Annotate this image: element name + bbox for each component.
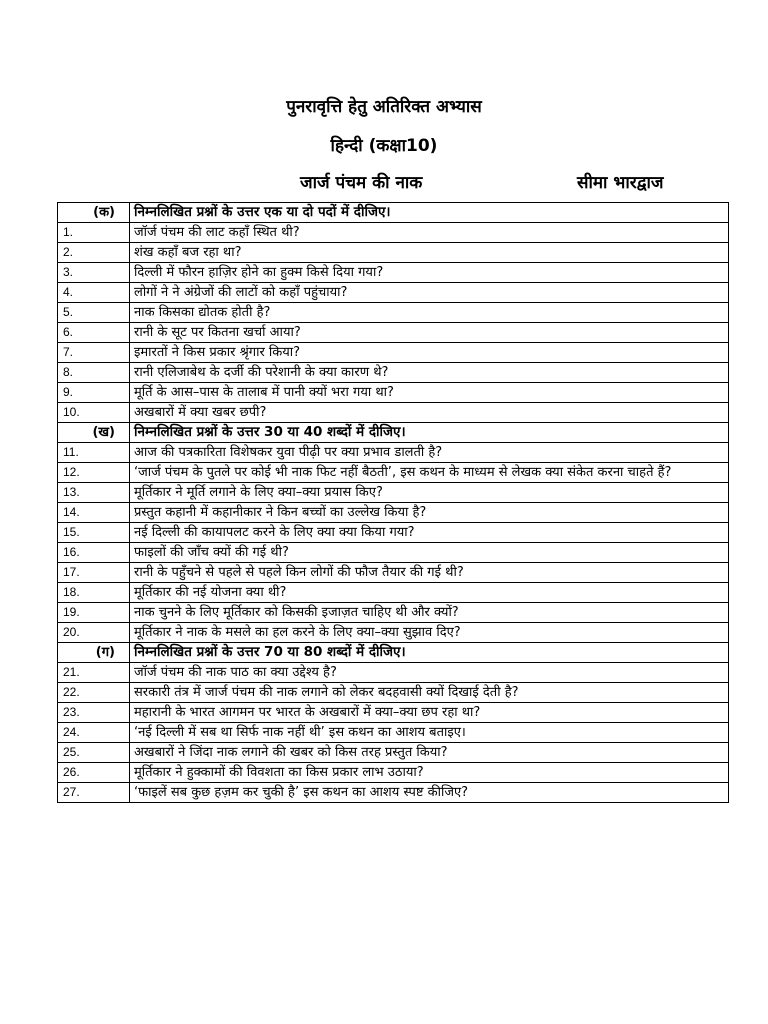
question-row: [58, 763, 729, 783]
question-number: 18.: [58, 583, 130, 603]
question-text: नई दिल्ली की कायापलट करने के लिए क्या क्या किया गया?: [130, 523, 729, 543]
section-instruction: निम्नलिखित प्रश्नों के उत्तर 70 या 80 शब्दों में दीजिए।: [130, 643, 729, 663]
question-number: 4.: [58, 283, 130, 303]
question-text: मूर्तिकार ने नाक के मसले का हल करने के लिए क्या–क्या सुझाव दिए?: [130, 623, 729, 643]
question-text: मूर्तिकार ने हुक्कामों की विवशता का किस प्रकार लाभ उठाया?: [130, 763, 729, 783]
question-number: 3.: [58, 263, 130, 283]
question-row: [58, 623, 729, 643]
question-row: [58, 343, 729, 363]
question-text: इमारतों ने किस प्रकार श्रृंगार किया?: [130, 343, 729, 363]
question-text: अखबारों में क्या खबर छपी?: [130, 403, 729, 423]
question-row: [58, 383, 729, 403]
section-label: (ग): [58, 643, 130, 663]
question-number: 24.: [58, 723, 130, 743]
question-text: शंख कहाँ बज रहा था?: [130, 243, 729, 263]
section-instruction: निम्नलिखित प्रश्नों के उत्तर एक या दो पदों में दीजिए।: [130, 203, 729, 223]
question-text: मूर्ति के आस–पास के तालाब में पानी क्यों भरा गया था?: [130, 383, 729, 403]
subject-class: हिन्दी (कक्षा10): [330, 136, 438, 156]
question-text: मूर्तिकार ने मूर्ति लगाने के लिए क्या–क्या प्रयास किए?: [130, 483, 729, 503]
question-text: ‘फाइलें सब कुछ हज़म कर चुकी है’ इस कथन का आशय स्पष्ट कीजिए?: [130, 783, 729, 803]
question-row: [58, 483, 729, 503]
question-row: [58, 683, 729, 703]
question-number: 1.: [58, 223, 130, 243]
question-number: 10.: [58, 403, 130, 423]
question-text: दिल्ली में फौरन हाज़िर होने का हुक्म किसे दिया गया?: [130, 263, 729, 283]
question-number: 22.: [58, 683, 130, 703]
question-text: ‘जार्ज पंचम के पुतले पर कोई भी नाक फिट नहीं बैठती’, इस कथन के माध्यम से लेखक क्या संकेत करना चाहते हैं?: [130, 463, 729, 483]
question-row: [58, 543, 729, 563]
question-row: [58, 783, 729, 803]
question-text: जॉर्ज पंचम की लाट कहाँ स्थित थी?: [130, 223, 729, 243]
question-row: [58, 443, 729, 463]
question-text: रानी के सूट पर कितना खर्चा आया?: [130, 323, 729, 343]
question-number: 19.: [58, 603, 130, 623]
question-number: 20.: [58, 623, 130, 643]
question-number: 5.: [58, 303, 130, 323]
question-row: [58, 363, 729, 383]
section-instruction: निम्नलिखित प्रश्नों के उत्तर 30 या 40 शब्दों में दीजिए।: [130, 423, 729, 443]
question-row: [58, 303, 729, 323]
question-text: फाइलों की जाँच क्यों की गई थी?: [130, 543, 729, 563]
question-row: [58, 523, 729, 543]
question-number: 26.: [58, 763, 130, 783]
question-row: [58, 563, 729, 583]
question-text: रानी के पहुँचने से पहले से पहले किन लोगों की फौज तैयार की गई थी?: [130, 563, 729, 583]
question-text: ‘नई दिल्ली में सब था सिर्फ नाक नहीं थी’ इस कथन का आशय बताइए।: [130, 723, 729, 743]
question-row: [58, 663, 729, 683]
questions-table-body: [58, 203, 729, 803]
question-row: [58, 503, 729, 523]
question-number: 21.: [58, 663, 130, 683]
question-text: जॉर्ज पंचम की नाक पाठ का क्या उद्देश्य है?: [130, 663, 729, 683]
question-text: सरकारी तंत्र में जार्ज पंचम की नाक लगाने को लेकर बदहवासी क्यों दिखाई देती है?: [130, 683, 729, 703]
question-number: 6.: [58, 323, 130, 343]
question-number: 13.: [58, 483, 130, 503]
question-row: [58, 743, 729, 763]
question-row: [58, 243, 729, 263]
question-text: आज की पत्रकारिता विशेषकर युवा पीढ़ी पर क्या प्रभाव डालती है?: [130, 443, 729, 463]
section-label: (ख): [58, 423, 130, 443]
section-header-row: [58, 643, 729, 663]
question-text: महारानी के भारत आगमन पर भारत के अखबारों में क्या–क्या छप रहा था?: [130, 703, 729, 723]
question-number: 8.: [58, 363, 130, 383]
question-number: 16.: [58, 543, 130, 563]
section-header-row: [58, 203, 729, 223]
author-name: सीमा भारद्वाज: [577, 173, 664, 193]
chapter-name: जार्ज पंचम की नाक: [300, 173, 423, 193]
question-row: [58, 403, 729, 423]
question-text: रानी एलिजाबेथ के दर्जी की परेशानी के क्या कारण थे?: [130, 363, 729, 383]
question-row: [58, 463, 729, 483]
question-text: प्रस्तुत कहानी में कहानीकार ने किन बच्चों का उल्लेख किया है?: [130, 503, 729, 523]
question-text: लोगों ने ने अंग्रेजों की लाटों को कहाँ पहुंचाया?: [130, 283, 729, 303]
question-number: 2.: [58, 243, 130, 263]
question-row: [58, 263, 729, 283]
question-number: 11.: [58, 443, 130, 463]
question-row: [58, 723, 729, 743]
question-row: [58, 703, 729, 723]
question-number: 12.: [58, 463, 130, 483]
question-text: नाक किसका द्योतक होती है?: [130, 303, 729, 323]
question-number: 15.: [58, 523, 130, 543]
question-number: 14.: [58, 503, 130, 523]
question-number: 23.: [58, 703, 130, 723]
question-row: [58, 323, 729, 343]
question-row: [58, 603, 729, 623]
question-number: 9.: [58, 383, 130, 403]
question-text: मूर्तिकार की नई योजना क्या थी?: [130, 583, 729, 603]
question-number: 17.: [58, 563, 130, 583]
worksheet-title: पुनरावृत्ति हेतु अतिरिक्त अभ्यास: [286, 97, 482, 117]
question-text: अखबारों ने जिंदा नाक लगाने की खबर को किस तरह प्रस्तुत किया?: [130, 743, 729, 763]
question-row: [58, 283, 729, 303]
question-number: 27.: [58, 783, 130, 803]
question-row: [58, 223, 729, 243]
section-header-row: [58, 423, 729, 443]
questions-table: [57, 202, 729, 803]
question-row: [58, 583, 729, 603]
question-number: 25.: [58, 743, 130, 763]
section-label: (क): [58, 203, 130, 223]
question-number: 7.: [58, 343, 130, 363]
question-text: नाक चुनने के लिए मूर्तिकार को किसकी इजाज़त चाहिए थी और क्यों?: [130, 603, 729, 623]
